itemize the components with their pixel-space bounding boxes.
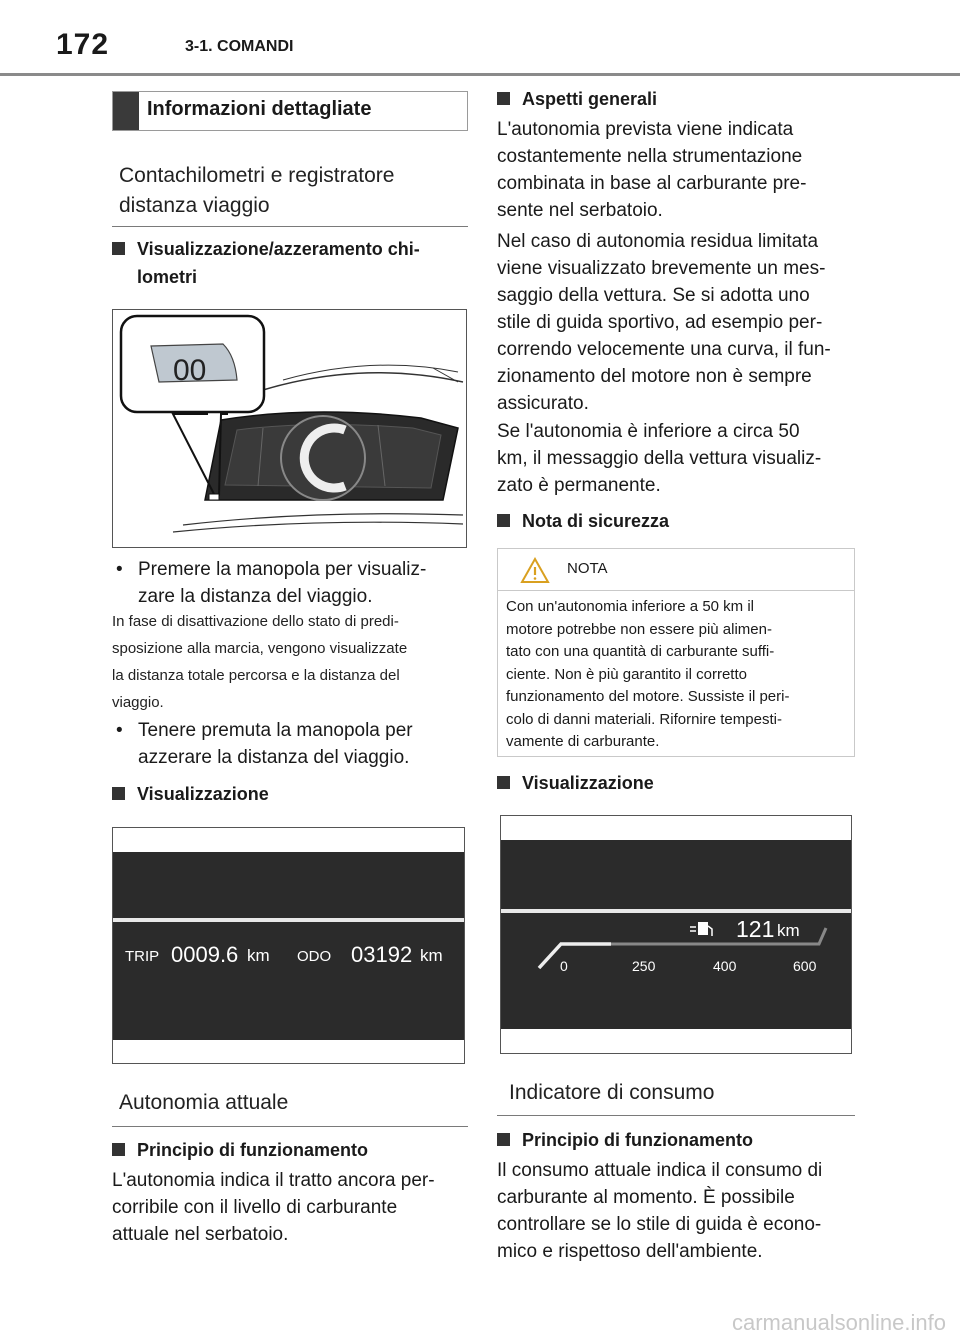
- bullet-text: Tenere premuta la manopola per: [138, 720, 413, 741]
- nota-line: funzionamento del motore. Sussiste il peri-: [506, 688, 790, 705]
- subhead-text: Nota di sicurezza: [522, 511, 670, 531]
- info-box-label: Informazioni dettagliate: [147, 98, 372, 120]
- subhead-text: Aspetti generali: [522, 89, 658, 109]
- paragraph-line: carburante al momento. È possibile: [497, 1187, 795, 1208]
- reset-knob-display: 00: [173, 354, 207, 387]
- section-title-range: Autonomia attuale: [119, 1091, 289, 1114]
- subhead-text: lometri: [137, 267, 198, 287]
- small-note-line: viaggio.: [112, 694, 164, 711]
- square-bullet-icon: [497, 776, 510, 789]
- bullet-text: azzerare la distanza del viaggio.: [138, 747, 410, 768]
- figure-instrument-cluster: [112, 309, 467, 548]
- small-note-line: la distanza totale percorsa e la distanza del: [112, 667, 400, 684]
- paragraph-line: sente nel serbatoio.: [497, 200, 663, 221]
- nota-line: motore potrebbe non essere più alimen-: [506, 620, 772, 638]
- paragraph-line: mico e rispettoso dell'ambiente.: [497, 1241, 763, 1262]
- small-note-line: In fase di disattivazione dello stato di predi-: [112, 613, 399, 630]
- subhead-principle: [497, 1126, 753, 1154]
- paragraph-line: viene visualizzato brevemente un mes-: [497, 258, 826, 279]
- nota-header: [498, 549, 854, 591]
- section-rule: [497, 1115, 855, 1116]
- paragraph-line: Nel caso di autonomia residua limitata: [497, 231, 819, 252]
- paragraph-line: zato è permanente.: [497, 475, 661, 496]
- section-rule: [112, 1126, 468, 1127]
- section-title-consumption: Indicatore di consumo: [509, 1081, 715, 1104]
- nota-line: vamente di carburante.: [506, 733, 660, 750]
- scale-label: 0: [560, 958, 568, 974]
- range-value: 121: [736, 916, 775, 942]
- subhead-general: [497, 85, 657, 113]
- page-header: [0, 0, 960, 80]
- paragraph-line: Se l'autonomia è inferiore a circa 50: [497, 421, 800, 442]
- subhead-principle: [112, 1136, 368, 1164]
- instrument-cluster-illustration: [113, 310, 467, 548]
- chapter-title: 3-1. COMANDI: [185, 38, 294, 55]
- scale-label: 400: [713, 958, 737, 974]
- square-bullet-icon: [497, 1133, 510, 1146]
- paragraph-line: combinata in base al carburante pre-: [497, 173, 807, 194]
- paragraph-line: costantemente nella strumentazione: [497, 146, 803, 167]
- section-rule: [112, 226, 468, 227]
- trip-label: TRIP: [125, 948, 160, 965]
- watermark: carmanualsonline.info: [731, 1310, 946, 1335]
- paragraph-line: stile di guida sportivo, ad esempio per-: [497, 312, 823, 333]
- paragraph: [497, 116, 857, 224]
- display-screen: [501, 840, 852, 1029]
- subhead-reset: [112, 235, 468, 291]
- info-box: [112, 91, 468, 131]
- paragraph: [497, 1157, 857, 1265]
- bullet-text: Premere la manopola per visualiz-: [138, 559, 427, 580]
- figure-trip-odo: [112, 827, 465, 1064]
- square-bullet-icon: [112, 787, 125, 800]
- range-unit: km: [777, 921, 800, 940]
- nota-box: [497, 548, 855, 757]
- nota-line: tato con una quantità di carburante suffi-: [506, 643, 775, 660]
- subhead-display: [497, 769, 654, 797]
- square-bullet-icon: [112, 1143, 125, 1156]
- header-rule: [0, 73, 960, 76]
- square-bullet-icon: [112, 242, 125, 255]
- nota-line: Con un'autonomia inferiore a 50 km il: [506, 598, 754, 615]
- paragraph: [112, 1167, 468, 1248]
- section-title-odometer: [119, 161, 394, 221]
- subhead-text: Principio di funzionamento: [522, 1130, 753, 1150]
- paragraph-line: correndo velocemente una curva, il fun-: [497, 339, 831, 360]
- display-screen: [113, 852, 465, 1040]
- paragraph-line: L'autonomia indica il tratto ancora per-: [112, 1170, 435, 1191]
- odo-unit: km: [420, 946, 443, 965]
- scale-label: 250: [632, 958, 656, 974]
- paragraph-line: Il consumo attuale indica il consumo di: [497, 1160, 823, 1181]
- paragraph-line: zionamento del motore non è sempre: [497, 366, 812, 387]
- odo-label: ODO: [297, 948, 332, 965]
- bullet-dot: •: [116, 559, 123, 580]
- paragraph-line: controllare se lo stile di guida è econo-: [497, 1214, 822, 1235]
- subhead-text: Visualizzazione: [137, 784, 269, 804]
- subhead-text: Principio di funzionamento: [137, 1140, 368, 1160]
- subhead-text: Visualizzazione: [522, 773, 654, 793]
- bullet-dot: •: [116, 720, 123, 741]
- info-box-tab: [113, 92, 139, 130]
- warning-icon: [520, 557, 550, 584]
- small-note: [112, 608, 468, 716]
- small-note-line: sposizione alla marcia, vengono visualizzate: [112, 640, 408, 657]
- section-title-line: distanza viaggio: [119, 194, 270, 217]
- square-bullet-icon: [497, 92, 510, 105]
- bullet-item: [112, 556, 468, 610]
- paragraph-line: km, il messaggio della vettura visualiz-: [497, 448, 822, 469]
- paragraph-line: saggio della vettura. Se si adotta uno: [497, 285, 810, 306]
- subhead-text: Visualizzazione/azzeramento chi-: [137, 239, 420, 259]
- fuel-pump-icon: [690, 922, 712, 936]
- trip-value: 0009.6: [171, 942, 239, 967]
- figure-range-gauge: [500, 815, 852, 1054]
- subhead-safety: [497, 507, 669, 535]
- page-number: 172: [56, 28, 110, 61]
- display-divider: [113, 918, 465, 922]
- paragraph-line: assicurato.: [497, 393, 589, 414]
- scale-label: 600: [793, 958, 817, 974]
- paragraph: [497, 228, 857, 417]
- paragraph-line: L'autonomia prevista viene indicata: [497, 119, 794, 140]
- odo-value: 03192: [351, 942, 413, 967]
- section-title-line: Contachilometri e registratore: [119, 164, 395, 187]
- nota-line: colo di danni materiali. Rifornire tempesti-: [506, 710, 782, 728]
- trip-unit: km: [247, 946, 270, 965]
- nota-line: ciente. Non è più garantito il corretto: [506, 665, 747, 683]
- bullet-item: [112, 717, 468, 771]
- subhead-display: [112, 780, 269, 808]
- bullet-text: zare la distanza del viaggio.: [138, 586, 373, 607]
- nota-text: [506, 596, 848, 754]
- paragraph-line: attuale nel serbatoio.: [112, 1224, 289, 1245]
- nota-label: NOTA: [567, 560, 608, 577]
- square-bullet-icon: [497, 514, 510, 527]
- paragraph-line: corribile con il livello di carburante: [112, 1197, 398, 1218]
- paragraph: [497, 418, 857, 499]
